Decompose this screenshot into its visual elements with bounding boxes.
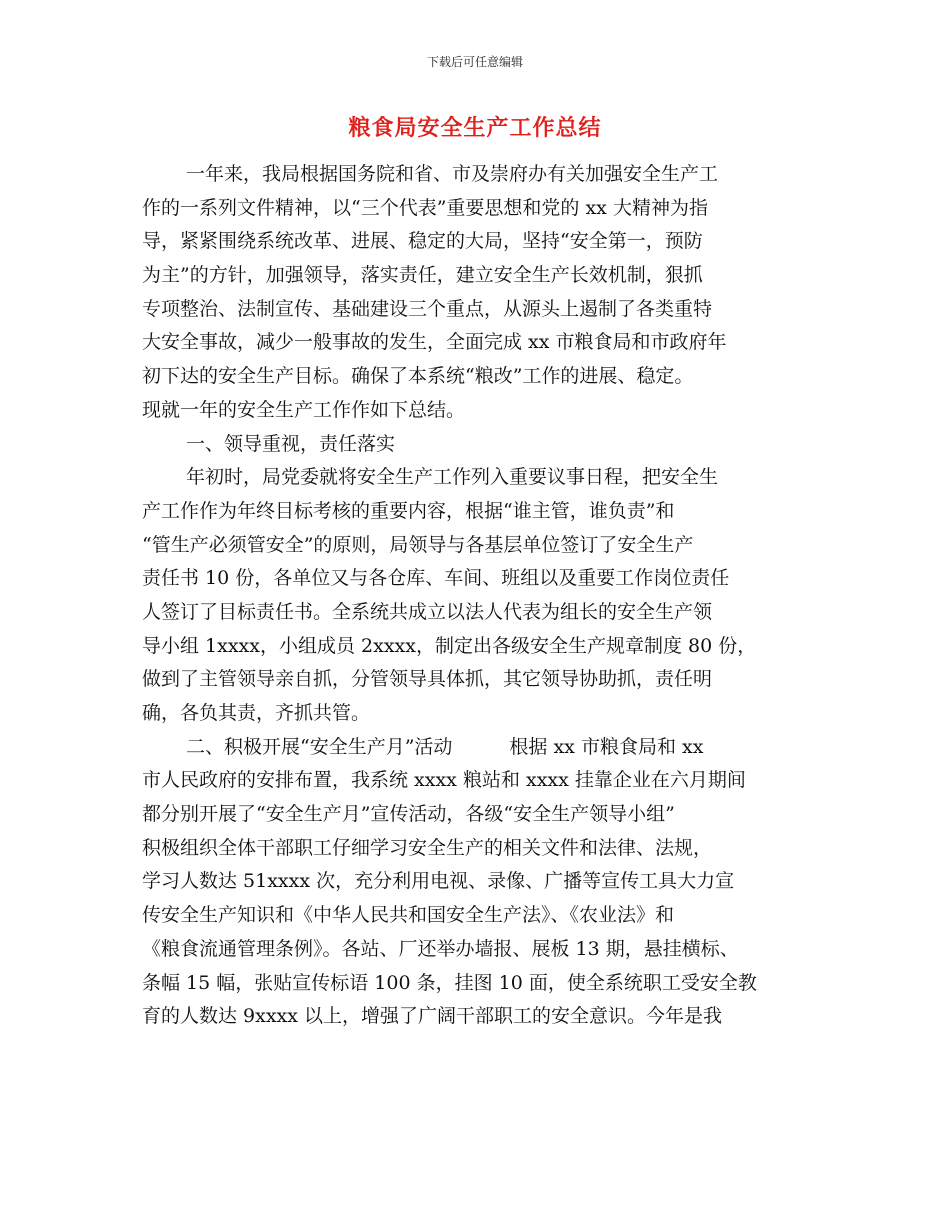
text-line: 导小组 1xxxx，小组成员 2xxxx，制定出各级安全生产规章制度 80 份， (142, 634, 757, 657)
text-line: 做到了主管领导亲自抓，分管领导具体抓，其它领导协助抓，责任明 (142, 668, 713, 691)
text-line: 初下达的安全生产目标。确保了本系统“粮改”工作的进展、稳定。 (142, 365, 694, 388)
text-line: 一、领导重视，责任落实 (186, 432, 396, 455)
text-line: 产工作作为年终目标考核的重要内容，根据“谁主管，谁负责”和 (142, 499, 675, 522)
page-header: 下载后可任意编辑 (426, 55, 523, 69)
text-line: 人签订了目标责任书。全系统共成立以法人代表为组长的安全生产领 (142, 600, 713, 623)
text-line: 年初时，局党委就将安全生产工作列入重要议事日程，把安全生 (186, 466, 719, 489)
text-line: 大安全事故，减少一般事故的发生，全面完成 xx 市粮食局和市政府年 (142, 331, 727, 354)
text-line: 都分别开展了“安全生产月”宣传活动，各级“安全生产领导小组” (142, 803, 675, 826)
text-line: 专项整治、法制宣传、基础建设三个重点，从源头上遏制了各类重特 (142, 297, 713, 320)
text-line: 条幅 15 幅，张贴宣传标语 100 条，挂图 10 面，使全系统职工受安全教 (142, 971, 757, 994)
text-line: 作的一系列文件精神，以“三个代表”重要思想和党的 xx 大精神为指 (142, 196, 708, 219)
text-line: 一年来，我局根据国务院和省、市及崇府办有关加强安全生产工 (186, 163, 719, 185)
text-line: 传安全生产知识和《中华人民共和国安全生产法》、《农业法》和 (142, 904, 675, 927)
document-body (142, 158, 822, 1034)
document-title: 粮食局安全生产工作总结 (348, 116, 602, 141)
text-line: 学习人数达 51xxxx 次，充分利用电视、录像、广播等宣传工具大力宣 (142, 870, 735, 893)
text-line: 导，紧紧围绕系统改革、进展、稳定的大局，坚持“安全第一，预防 (142, 230, 703, 253)
text-line: “管生产必须管安全”的原则，局领导与各基层单位签订了安全生产 (142, 533, 694, 556)
text-line: 《粮食流通管理条例》。各站、厂还举办墙报、展板 13 期，悬挂横标、 (142, 937, 739, 960)
text-line: 积极组织全体干部职工仔细学习安全生产的相关文件和法律、法规， (142, 836, 713, 859)
text-line: 市人民政府的安排布置，我系统 xxxx 粮站和 xxxx 挂靠企业在六月期间 (142, 769, 746, 792)
text-line: 二、积极开展“安全生产月”活动 根据 xx 市粮食局和 xx (186, 735, 704, 758)
text-line: 现就一年的安全生产工作作如下总结。 (142, 398, 466, 421)
text-line: 育的人数达 9xxxx 以上，增强了广阔干部职工的安全意识。今年是我 (142, 1005, 723, 1028)
text-line: 为主”的方针，加强领导，落实责任，建立安全生产长效机制，狠抓 (142, 264, 703, 287)
text-line: 责任书 10 份，各单位又与各仓库、车间、班组以及重要工作岗位责任 (142, 567, 730, 590)
text-line: 确，各负其责，齐抓共管。 (142, 702, 371, 724)
